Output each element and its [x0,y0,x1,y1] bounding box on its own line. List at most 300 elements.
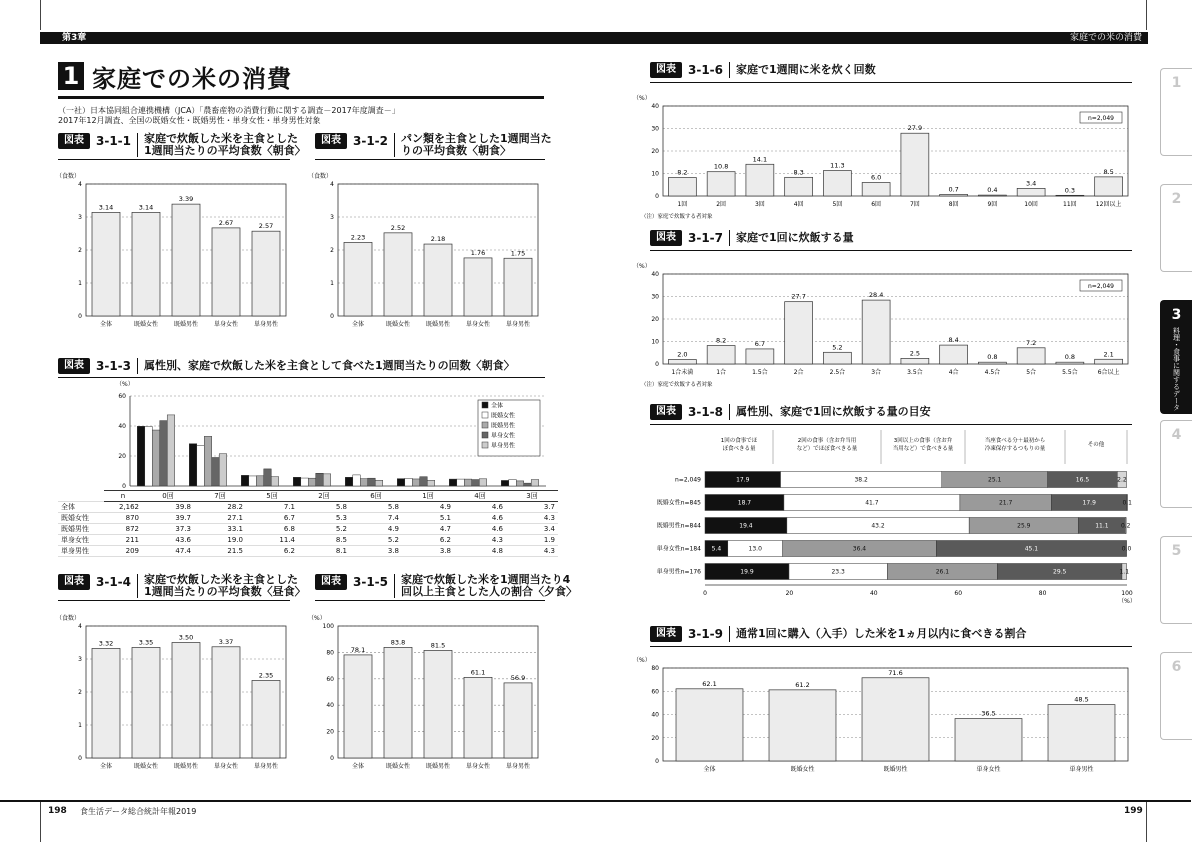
fig-title: 家庭で炊飯した米を主食とした 1週間当たりの平均食数〈昼食〉 [144,573,306,598]
y-tick-label: 40 [651,103,659,110]
data-label: 2.1 [1103,350,1114,359]
x-tick-label: 単身男性 [1069,766,1094,773]
bar [862,300,890,364]
data-label: 2.2 [1117,476,1127,484]
table-cell: 7.1 [246,502,298,513]
x-tick-label: 5回 [832,201,843,208]
bar [344,655,372,758]
data-label: 8.3 [793,168,804,177]
data-label: 0.0 [1121,545,1132,553]
data-label: 18.7 [737,499,752,507]
table-cell-n: 211 [104,535,142,546]
fig-label-3-1-1 [58,133,306,157]
source-line-2: 2017年12月調査、全国の既婚女性・既婚男性・単身女性・単身男性対象 [58,116,321,125]
bar [384,233,412,316]
x-tick-label: 9回 [987,201,998,208]
side-tab-3[interactable]: 3 料理・食事に関するデータ [1160,300,1192,414]
legend-swatch [482,412,488,418]
y-tick-label: 4 [78,181,82,188]
bar [449,479,456,486]
data-label: 11.1 [1095,522,1109,530]
y-tick-label: 20 [118,453,126,460]
footer-rule [0,800,1191,802]
x-tick-label: 40 [869,590,878,597]
table-cell: 4.6 [454,502,506,513]
x-tick-label: 3合 [871,369,882,376]
fig-number: 3-1-1 [96,134,132,148]
bar [316,473,323,486]
fig-label-3-1-2 [315,133,552,157]
fig-number: 3-1-2 [353,134,389,148]
bar [256,476,263,486]
side-tab-1[interactable]: 1 [1160,68,1192,156]
data-label: 36.5 [981,709,996,718]
bar [1048,705,1115,761]
x-tick-label: 10回 [1024,201,1038,208]
bar [353,475,360,486]
bar [249,476,256,486]
table-row-label: 既婚女性 [58,513,104,524]
data-label: 13.0 [748,545,762,553]
source-note [58,106,538,126]
fig-number: 3-1-3 [96,359,132,373]
fig-number: 3-1-4 [96,575,132,589]
chart-3-1-4 [58,608,298,778]
table-cell-n: 209 [104,546,142,557]
table-cell: 47.4 [142,546,194,557]
fig-title: 通常1回に購入（入手）した米を1ヵ月以内に食べきる割合 [736,627,1027,640]
data-label: 41.7 [865,499,879,507]
bar [323,474,330,486]
table-cell: 39.7 [142,513,194,524]
legend-entry: 全体 [491,402,504,410]
x-tick-label: 20 [785,590,794,597]
bar [172,643,200,759]
y-tick-label: 60 [651,688,659,696]
bar [862,183,890,197]
x-tick-label: 5合 [1026,369,1037,376]
y-category-label: 既婚男性n=844 [656,522,701,530]
bar [368,478,375,486]
table-cell: 37.3 [142,524,194,535]
bar [746,164,774,196]
legend-entry: 当座食べる分＋最初から [984,438,1046,444]
data-label: 0.2 [1120,522,1131,530]
side-tab-5[interactable]: 5 [1160,536,1192,624]
x-tick-label: 単身男性 [505,321,531,328]
bar [901,133,929,196]
data-label: 2.0 [677,350,688,359]
bar [271,477,278,486]
table-cell: 5.3 [298,513,350,524]
bar [424,244,452,316]
bar [509,480,516,486]
y-tick-label: 1 [330,280,334,287]
table-cell: 28.2 [194,502,246,513]
x-tick-label: 既婚男性 [425,321,451,328]
y-axis-label: （%） [633,263,651,270]
side-tab-4[interactable]: 4 [1160,420,1192,508]
bar [668,178,696,196]
bar [978,195,1006,196]
table-cell: 6.2 [402,535,454,546]
table-cell: 4.6 [454,524,506,535]
y-tick-label: 20 [326,728,334,736]
bar [212,458,219,487]
y-tick-label: 40 [118,423,126,430]
bar [212,228,240,316]
bar [172,204,200,316]
bar [1017,188,1045,196]
x-tick-label: 4合 [948,369,959,376]
bar [862,678,929,761]
data-label: 3.39 [178,195,194,204]
data-label: 2.23 [350,233,366,242]
bar [457,479,464,486]
y-tick-label: 2 [330,247,334,254]
bar [375,480,382,486]
y-category-label: n=2,049 [674,476,701,484]
data-label: 0.3 [1064,186,1076,195]
table-cell: 4.9 [350,524,402,535]
table-cell: 4.3 [454,535,506,546]
legend-entry: 既婚男性 [491,422,516,430]
x-tick-label: 単身女性 [213,763,239,770]
table-cell: 27.1 [194,513,246,524]
bar [504,683,532,758]
x-tick-label: 単身男性 [253,763,279,770]
data-label: 3.4 [1025,179,1037,188]
x-tick-label: 0 [703,590,707,597]
bar [978,362,1006,364]
y-tick-label: 0 [655,361,659,368]
data-label: 83.8 [390,638,406,647]
fig-label-3-1-3 [58,358,515,374]
fig-label-3-1-9 [650,626,1026,642]
legend-entry: 冷凍保存するつもりの量 [984,446,1046,452]
table-row [58,513,558,524]
fig-badge: 図表 [650,230,682,246]
data-label: 6.7 [754,339,766,348]
y-tick-label: 10 [651,170,659,178]
gutter-line-bottom-right [1146,802,1147,842]
x-tick-label: 全体 [351,321,365,328]
data-label: 25.9 [1017,522,1031,530]
y-tick-label: 80 [651,665,659,672]
x-tick-label: 既婚男性 [883,766,908,773]
section-number: 1 [58,62,84,90]
bar [344,242,372,316]
bar [1056,362,1084,364]
data-label: 8.2 [715,336,727,345]
table-cell: 5.1 [402,513,454,524]
page-number-left: 198 [48,806,67,816]
data-label: 26.1 [935,568,950,576]
x-tick-label: 2.5合 [829,369,846,376]
data-label: 78.1 [350,645,366,654]
y-tick-label: 100 [322,623,334,630]
table-cell: 8.5 [298,535,350,546]
legend-entry: ぼ食べきる量 [722,446,756,452]
data-label: 0.4 [987,186,998,195]
legend-entry: その他 [1087,442,1105,448]
fig-number: 3-1-9 [688,627,724,641]
legend-swatch [482,422,488,428]
legend-entry: 単身男性 [491,442,516,450]
table-cell: 6.7 [246,513,298,524]
table-cell: 5.2 [298,524,350,535]
y-tick-label: 1 [78,722,82,729]
x-tick-label: 4.5合 [984,369,1001,376]
table-cell: 4.3 [506,546,558,557]
x-tick-label: 4回 [793,201,804,208]
chart-3-1-1 [58,166,298,336]
data-label: 2.18 [430,235,446,244]
fig-rule [58,600,290,601]
y-tick-label: 1 [78,280,82,287]
table-cell-n: 2,162 [104,502,142,513]
table-cell: 6.8 [246,524,298,535]
data-label: 2.52 [390,223,406,232]
bar [241,475,248,486]
y-tick-label: 40 [326,702,334,710]
fig-badge: 図表 [315,133,347,149]
x-tick-label: 単身男性 [253,321,279,328]
table-cell: 6.2 [246,546,298,557]
fig-title: 属性別、家庭で1回に炊飯する量の目安 [736,405,931,418]
table-row [58,546,558,557]
note: （注）家庭で炊飯する者対象 [641,382,713,388]
table-cell: 4.3 [506,513,558,524]
x-tick-label: 12回以上 [1095,201,1122,208]
x-tick-label: 5.5合 [1062,369,1078,376]
bar [785,302,813,364]
fig-title: 家庭で炊飯した米を1週間当たり4 回以上主食とした人の割合〈夕食〉 [401,573,578,598]
bar [901,358,929,364]
table-cell: 19.0 [194,535,246,546]
fig-rule [650,646,1132,647]
table-cell: 8.1 [298,546,350,557]
bar [1095,359,1123,364]
bar [464,677,492,758]
data-label: 61.1 [470,668,486,677]
bar [345,477,352,486]
x-tick-label: 既婚男性 [173,763,199,770]
table-cell: 11.4 [246,535,298,546]
table-row [58,535,558,546]
chart-3-1-6 [633,90,1135,220]
fig-label-3-1-4 [58,574,306,598]
x-tick-label: 2合 [793,369,804,376]
chart-3-1-9 [633,652,1135,777]
y-tick-label: 30 [651,293,659,301]
y-category-label: 既婚女性n=845 [656,499,701,507]
legend-swatch [482,402,488,408]
data-label: 1.76 [470,248,486,257]
data-label: 8.2 [677,168,688,177]
y-tick-label: 80 [326,649,334,657]
x-tick-label: 単身女性 [976,766,1001,773]
bar [746,349,774,364]
table-cell: 1.9 [506,535,558,546]
data-label: 1.1 [1119,568,1130,576]
y-axis-label: （%） [633,657,651,664]
x-tick-label: 既婚女性 [385,321,411,328]
fig-number: 3-1-7 [688,231,724,245]
bar [676,689,743,761]
fig-rule [315,600,545,601]
x-tick-label: 単身男性 [505,763,531,770]
legend-swatch [482,432,488,438]
title-rule [58,96,544,99]
bar [308,478,315,486]
table-cell: 43.6 [142,535,194,546]
bar [955,719,1022,761]
data-label: 0.7 [948,185,959,194]
table-cell: 7.4 [350,513,402,524]
y-tick-label: 60 [326,675,334,683]
x-tick-label: 全体 [351,763,365,770]
data-label: 21.7 [998,499,1013,507]
y-tick-label: 10 [651,338,659,346]
x-tick-label: 3回 [754,201,765,208]
table-header-cell: 2回 [298,491,350,502]
source-line-1: （一社）日本協同組合連携機構（JCA）「農畜産物の消費行動に関する調査－2017年度調査－」 [58,106,400,115]
table-row [58,502,558,513]
data-label: 11.3 [830,161,845,170]
y-tick-label: 0 [78,755,82,762]
table-row-label: 単身女性 [58,535,104,546]
bar [823,352,851,364]
y-axis-label: （%） [308,615,326,622]
bar [940,345,968,364]
data-label: 3.14 [138,203,154,212]
data-label: 2.67 [218,218,234,227]
data-label: 27.9 [907,124,923,133]
data-label: 3.35 [138,638,154,647]
bar [219,454,226,486]
chart-3-1-5 [308,608,548,778]
table-header-cell: 7回 [194,491,246,502]
table-header-cell: 3回 [506,491,558,502]
data-label: 5.2 [832,343,843,352]
legend-entry: 1回の食事でほ [720,438,758,444]
bar [823,171,851,196]
x-tick-label: 単身女性 [465,321,491,328]
data-label: 62.1 [702,679,717,688]
bar [464,258,492,316]
table-cell: 3.4 [506,524,558,535]
table-header-cell: 4回 [454,491,506,502]
table-cell-n: 872 [104,524,142,535]
y-axis-label: （食数） [56,615,81,622]
bar [479,479,486,486]
table-header-cell: 0回 [142,491,194,502]
table-cell: 5.2 [350,535,402,546]
x-tick-label: 既婚女性 [133,321,159,328]
fig-badge: 図表 [650,626,682,642]
y-tick-label: 0 [122,483,126,490]
y-tick-label: 4 [330,181,334,188]
bar [1056,195,1084,196]
data-label: 56.9 [510,673,526,682]
table-cell-n: 870 [104,513,142,524]
table-cell: 3.8 [350,546,402,557]
y-axis-label: （食数） [308,173,333,180]
y-tick-label: 0 [78,313,82,320]
table-header-row [58,491,558,502]
chart-3-1-8 [645,428,1135,608]
bar [384,647,412,758]
x-tick-label: 2回 [716,201,727,208]
x-tick-label: 80 [1038,590,1047,597]
bar [167,415,174,486]
x-axis-unit: （%） [1118,598,1136,605]
table-cell: 5.8 [350,502,402,513]
n-label: n=2,049 [1087,283,1115,290]
y-tick-label: 2 [78,247,82,254]
bar [785,177,813,196]
table-cell: 4.8 [454,546,506,557]
publication-title: 食生活データ総合統計年報2019 [80,807,197,816]
table-header-cell: 6回 [350,491,402,502]
bar [769,690,836,761]
section-title [58,60,292,92]
y-tick-label: 40 [651,271,659,278]
fig-number: 3-1-6 [688,63,724,77]
table-cell: 21.5 [194,546,246,557]
x-tick-label: 1合 [716,369,727,376]
bar [420,477,427,486]
table-cell: 39.8 [142,502,194,513]
side-tab-6[interactable]: 6 [1160,652,1192,740]
bar [524,483,531,486]
fig-badge: 図表 [650,62,682,78]
bar [212,647,240,758]
data-label: 3.32 [98,639,114,648]
fig-number: 3-1-8 [688,405,724,419]
x-tick-label: 全体 [99,763,113,770]
side-tab-2[interactable]: 2 [1160,184,1192,272]
data-label: 71.6 [888,668,903,677]
bar [132,647,160,758]
fig-badge: 図表 [58,358,90,374]
y-tick-label: 20 [651,734,659,742]
bar [92,648,120,758]
data-label: 2.35 [258,671,274,680]
y-tick-label: 20 [651,316,659,323]
bar [197,445,204,486]
bar [405,478,412,486]
data-label: 8.4 [948,336,959,345]
x-tick-label: 全体 [99,321,113,328]
fig-badge: 図表 [58,574,90,590]
table-cell: 4.7 [402,524,454,535]
y-tick-label: 60 [118,393,126,400]
data-label: 2.57 [258,222,274,231]
x-tick-label: 3.5合 [907,369,923,376]
bar [464,479,471,486]
legend-entry: 単身女性 [491,432,516,440]
data-label: 5.4 [711,545,722,553]
chart-3-1-7 [633,258,1135,388]
y-axis-label: （%） [633,95,651,102]
fig-rule [650,250,1132,251]
fig-title: 家庭で1回に炊飯する量 [736,231,854,244]
bar [137,426,144,486]
data-label: 2.5 [909,349,921,358]
x-tick-label: 8回 [948,201,959,208]
